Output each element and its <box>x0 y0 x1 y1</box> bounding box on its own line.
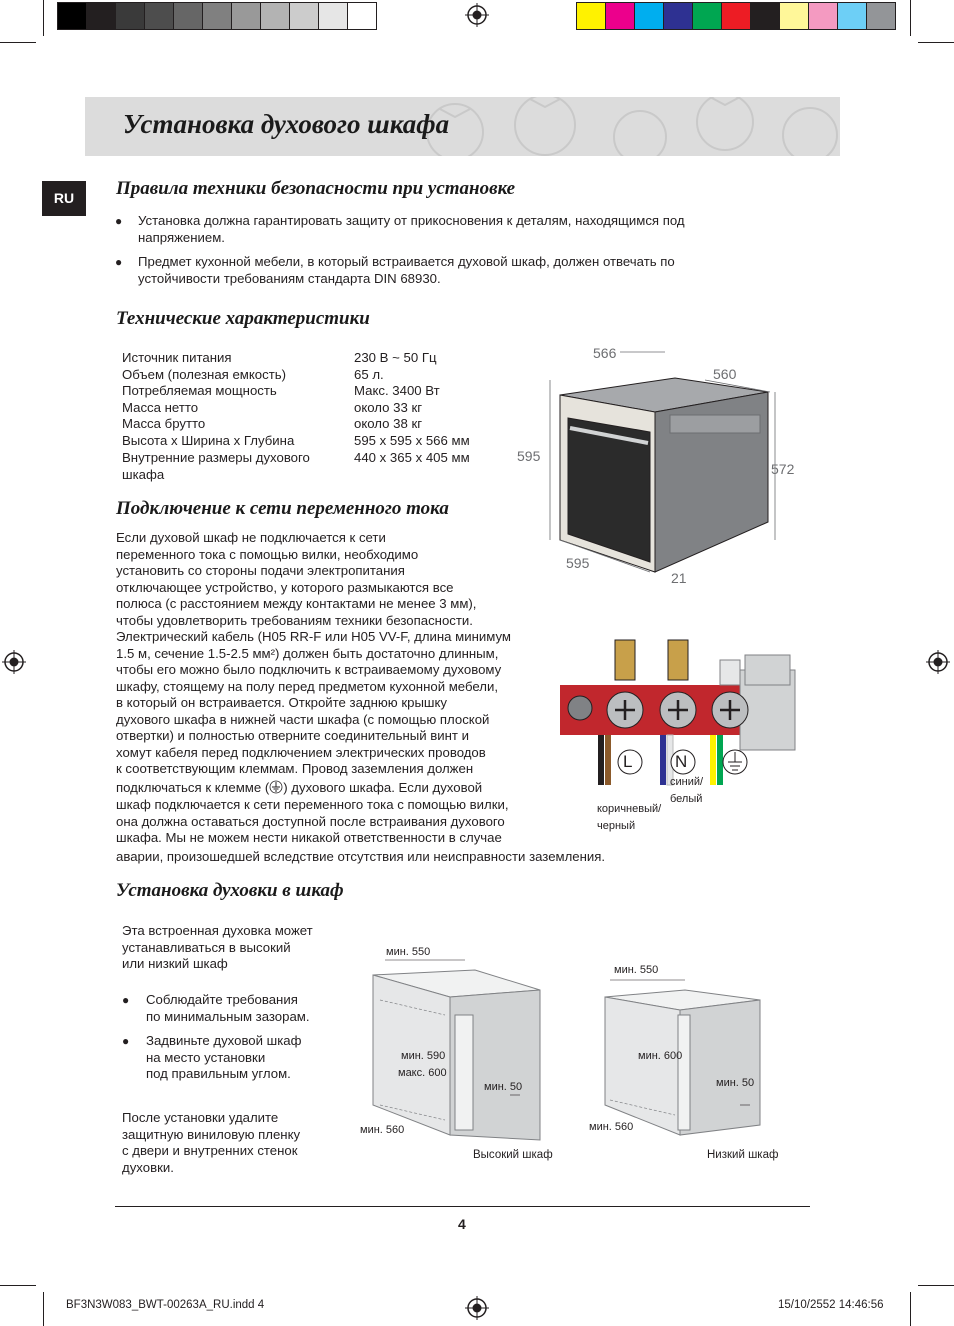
tall-gap-label: мин. 50 <box>484 1081 523 1093</box>
color-swatch <box>721 2 751 30</box>
text-line: она должна оставаться доступной после встраивания духового <box>116 813 505 829</box>
text-line: духового шкафа в нижней части шкафа (с помощью плоской <box>116 711 490 727</box>
low-width-label: мин. 550 <box>614 964 659 976</box>
terminal-l-label: L <box>623 752 633 771</box>
text-line: в который он встраивается. Откройте заднюю крышку <box>116 695 448 710</box>
tomato-pattern-icon <box>415 97 840 156</box>
footer-divider <box>115 1206 810 1207</box>
text-line: полюса (с расстоянием между контактами не менее 3 мм), <box>116 596 477 611</box>
connection-heading: Подключение к сети переменного тока <box>116 498 449 519</box>
color-swatch <box>86 2 116 30</box>
bullet-icon: ● <box>115 214 123 228</box>
color-swatch <box>837 2 867 30</box>
specs-heading: Технические характеристики <box>116 308 370 329</box>
low-depth-label: мин. 560 <box>589 1121 634 1133</box>
dim-height-side: 572 <box>771 461 795 477</box>
dim-side-depth: 560 <box>713 366 737 382</box>
text-line: чтобы его можно было подключить к встраиваемому духовому <box>116 662 502 677</box>
black-wire-label: черный <box>597 820 636 832</box>
footer-file: BF3N3W083_BWT-00263A_RU.indd 4 <box>66 1299 265 1311</box>
bullet-icon: ● <box>122 993 130 1007</box>
dim-top-depth: 566 <box>593 345 617 361</box>
list-item: ● Установка должна гарантировать защиту от прикосновения к деталям, находящимся под напряжением. <box>115 213 685 245</box>
registration-mark-icon <box>2 650 26 674</box>
connection-text <box>116 530 561 778</box>
text-line: установить со стороны подачи электропитания <box>116 563 405 578</box>
color-swatch <box>808 2 838 30</box>
list-item: ● Предмет кухонной мебели, в который встраивается духовой шкаф, должен отвечать по устойчивости требованиям стандарта DIN 68930. <box>115 254 675 286</box>
color-swatch <box>692 2 722 30</box>
color-swatch <box>144 2 174 30</box>
color-swatch <box>202 2 232 30</box>
color-swatch <box>260 2 290 30</box>
crop-mark <box>918 1285 954 1286</box>
crop-mark <box>0 1285 36 1286</box>
tall-height-max-label: макс. 600 <box>398 1067 447 1079</box>
crop-mark <box>910 0 911 36</box>
tall-width-label: мин. 550 <box>386 946 431 958</box>
color-swatch <box>289 2 319 30</box>
safety-heading: Правила техники безопасности при установке <box>116 178 516 199</box>
connection-text-after <box>116 797 509 847</box>
crop-mark <box>0 42 36 43</box>
text-line: чтобы удовлетворить требованиям техники безопасности. <box>116 612 473 628</box>
brown-wire-label: коричневый/ <box>597 803 662 815</box>
color-swatch <box>663 2 693 30</box>
text-line: переменного тока с помощью вилки, необходимо <box>116 546 419 562</box>
footer-date: 15/10/2552 14:46:56 <box>778 1299 884 1311</box>
text-line: к соответствующим клеммам. Провод заземления должен <box>116 761 474 776</box>
text-line: отключающее устройство, у которого размыкаются все <box>116 579 454 595</box>
crop-mark <box>910 1292 911 1326</box>
color-swatch <box>347 2 377 30</box>
crop-mark <box>918 42 954 43</box>
page-title: Установка духового шкафа <box>123 109 450 139</box>
low-cabinet-caption: Низкий шкаф <box>707 1149 779 1161</box>
color-swatch <box>231 2 261 30</box>
title-banner <box>85 97 840 156</box>
text-line: 1.5 м, сечение 1.5-2.5 мм²) должен быть достаточно длинным, <box>116 645 499 661</box>
install-heading: Установка духовки в шкаф <box>116 880 344 901</box>
white-wire-label: белый <box>670 793 703 805</box>
language-tab: RU <box>42 181 86 216</box>
blue-wire-label: синий/ <box>670 776 704 788</box>
list-item: ● Соблюдайте требования по минимальным зазорам. <box>122 992 310 1024</box>
color-swatch <box>634 2 664 30</box>
ground-text-line: подключаться к клемме ( ) духового шкафа. Если духовой <box>116 780 483 795</box>
color-swatch <box>318 2 348 30</box>
text-line: шкафа. Мы не можем нести никакой ответственности в случае <box>116 830 502 845</box>
crop-mark <box>43 0 44 36</box>
bullet-icon: ● <box>122 1034 130 1048</box>
color-swatch <box>57 2 87 30</box>
tall-cabinet-illustration <box>355 955 555 1145</box>
connection-last-line: аварии, произошедшей вследствие отсутствия или неисправности заземления. <box>116 849 606 864</box>
install-intro: Эта встроенная духовка может устанавливаться в высокий или низкий шкаф <box>122 923 313 971</box>
text-line: шкафу, стоящему на полу перед предметом кухонной мебели, <box>116 678 499 694</box>
text-line: Если духовой шкаф не подключается к сети <box>116 530 386 545</box>
color-swatch <box>576 2 606 30</box>
tall-depth-label: мин. 560 <box>360 1124 405 1136</box>
color-swatch <box>779 2 809 30</box>
tall-height-min-label: мин. 590 <box>401 1050 446 1062</box>
color-swatch <box>115 2 145 30</box>
dim-width: 595 <box>566 555 590 571</box>
registration-mark-icon <box>465 1296 489 1320</box>
install-after-text: После установки удалите защитную виниловую пленку с двери и внутренних стенок духовки. <box>122 1110 301 1175</box>
color-swatch <box>750 2 780 30</box>
color-swatch <box>866 2 896 30</box>
low-cabinet-illustration <box>590 975 790 1145</box>
color-swatch <box>605 2 635 30</box>
registration-mark-icon <box>926 650 950 674</box>
crop-mark <box>43 1292 44 1326</box>
text-line: хомут кабеля перед подключением электрических проводов <box>116 744 486 760</box>
list-item: ● Задвиньте духовой шкаф на место установки под правильным углом. <box>122 1033 302 1081</box>
tall-cabinet-caption: Высокий шкаф <box>473 1149 553 1161</box>
text-line: шкаф подключается к сети переменного тока с помощью вилки, <box>116 797 509 812</box>
low-height-label: мин. 600 <box>638 1050 683 1062</box>
bullet-icon: ● <box>115 255 123 269</box>
registration-mark-icon <box>465 3 489 27</box>
color-swatch <box>173 2 203 30</box>
text-line: отвертки) и полностью отверните соединительный винт и <box>116 728 469 743</box>
page-number: 4 <box>458 1216 466 1232</box>
dim-height-front: 595 <box>517 448 541 464</box>
text-line: Электрический кабель (H05 RR-F или H05 VV-F, длина минимум <box>116 629 511 644</box>
low-gap-label: мин. 50 <box>716 1077 755 1089</box>
ground-symbol-icon <box>269 780 283 794</box>
dim-door: 21 <box>671 570 687 586</box>
terminal-n-label: N <box>675 752 688 771</box>
